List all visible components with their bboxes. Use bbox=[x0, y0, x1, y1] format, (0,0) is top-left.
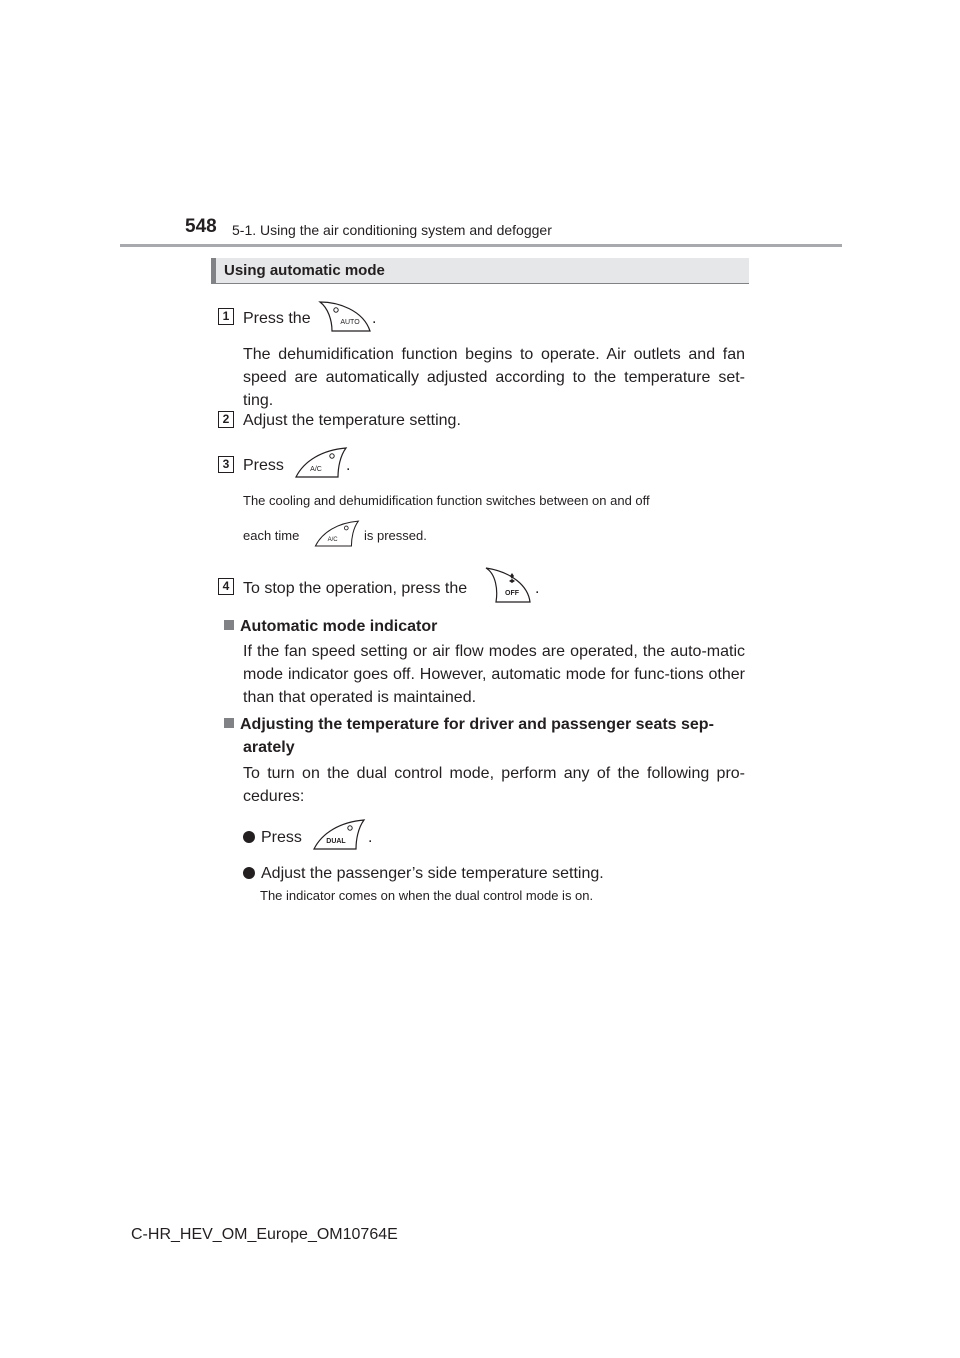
step-number-1: 1 bbox=[218, 308, 234, 325]
step-1-text: Press the bbox=[243, 310, 311, 327]
step-4-period: . bbox=[535, 580, 540, 597]
section-heading: Using automatic mode bbox=[224, 262, 385, 279]
step-3-text: Press bbox=[243, 457, 284, 474]
square-bullet-icon bbox=[224, 620, 234, 630]
document-footer: C-HR_HEV_OM_Europe_OM10764E bbox=[131, 1226, 398, 1243]
subsection-title-dual-line-2: arately bbox=[243, 739, 295, 756]
auto-button-label: AUTO bbox=[340, 319, 360, 326]
step-3-period: . bbox=[346, 457, 351, 474]
step-2-text: Adjust the temperature setting. bbox=[243, 412, 461, 429]
auto-button-icon bbox=[318, 300, 377, 334]
step-1-period: . bbox=[372, 310, 377, 327]
bullet-icon bbox=[243, 867, 255, 879]
step-3-note-before: each time bbox=[243, 528, 300, 543]
step-number-3: 3 bbox=[218, 456, 234, 473]
subsection-body-dual: To turn on the dual control mode, perform any of the following pro-cedures: bbox=[243, 765, 745, 805]
page-number: 548 bbox=[185, 216, 217, 237]
bullet-press-dual: Press bbox=[243, 826, 302, 849]
ac-button-small-icon bbox=[312, 519, 360, 549]
subsection-title-dual: Adjusting the temperature for driver and passenger seats sep- bbox=[224, 713, 714, 736]
bullet-press-dual-period: . bbox=[368, 829, 373, 846]
ac-button-label: A/C bbox=[310, 466, 322, 473]
step-1-note: The dehumidification function begins to operate. Air outlets and fan speed are automatically adjusted according to the temperature set-ting. bbox=[243, 346, 745, 409]
step-3-note-line-1: The cooling and dehumidification function switches between on and off bbox=[243, 493, 650, 508]
ac-button-icon bbox=[292, 446, 351, 480]
step-number-2: 2 bbox=[218, 411, 234, 428]
step-number-4: 4 bbox=[218, 578, 234, 595]
header-rule bbox=[120, 244, 842, 247]
bullet-icon bbox=[243, 831, 255, 843]
dual-mode-note: The indicator comes on when the dual control mode is on. bbox=[260, 888, 594, 903]
section-title: 5-1. Using the air conditioning system and defogger bbox=[232, 222, 552, 238]
off-button-icon bbox=[482, 566, 532, 604]
subsection-title-indicator: Automatic mode indicator bbox=[224, 615, 437, 638]
dual-button-icon bbox=[310, 818, 366, 852]
bullet-adjust-passenger: Adjust the passenger’s side temperature setting. bbox=[243, 862, 604, 885]
dual-button-label: DUAL bbox=[326, 838, 346, 845]
subsection-body-indicator: If the fan speed setting or air flow modes are operated, the auto-matic mode indicator goes off. However, automatic mode for func-tions other than that operated is maintained. bbox=[243, 643, 745, 706]
off-button-label: OFF bbox=[505, 590, 519, 597]
step-4-text: To stop the operation, press the bbox=[243, 580, 468, 597]
ac-button-small-label: A/C bbox=[327, 536, 338, 543]
square-bullet-icon bbox=[224, 718, 234, 728]
step-3-note-after: is pressed. bbox=[364, 528, 427, 543]
